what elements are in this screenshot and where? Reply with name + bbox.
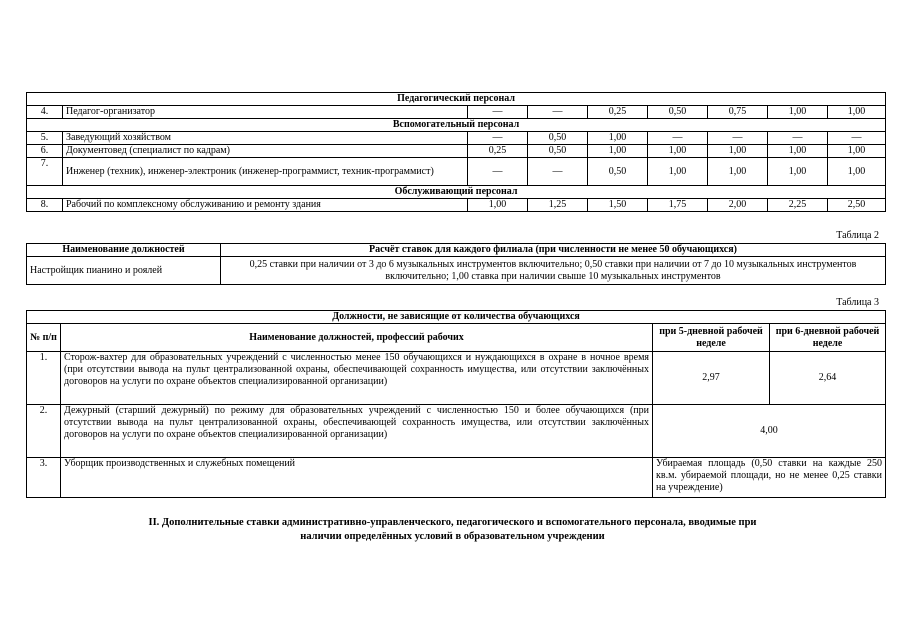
table-row: 5. Заведующий хозяйством — 0,50 1,00 — — — —: [27, 132, 886, 145]
table-row: 1. Сторож-вахтер для образовательных учреждений с численностью менее 150 обучающихся и нуждающихся в охране в ночное время (при отсутствии вывода на пульт централизованной охраны, обеспечивающей сохранность имущества, или отсутствии заключённых договоров на услуги по охране объектов специализированной организации) 2,97 2,64: [27, 352, 886, 405]
table3-title: Должности, не зависящие от количества обучающихся: [27, 311, 886, 324]
table-row: 2. Дежурный (старший дежурный) по режиму для образовательных учреждений с численностью 150 и более обучающихся (при отсутствии вывода на пульт централизованной охраны, обеспечивающей сохранность имущества, или отсутствии заключённых договоров на услуги по охране объектов специализированной организации) 4,00: [27, 405, 886, 458]
table3-caption: Таблица 3: [836, 297, 879, 308]
section-ii-heading: II. Дополнительные ставки административно-управленческого, педагогического и вспомогательного персонала, вводимые при наличии определённых условий в образовательном учреждении: [148, 517, 757, 542]
table-row: 8. Рабочий по комплексному обслуживанию и ремонту здания 1,00 1,25 1,50 1,75 2,00 2,25 2,50: [27, 199, 886, 212]
table-row: 7. Инженер (техник), инженер-электроник (инженер-программист, техник-программист) — — 0,50 1,00 1,00 1,00 1,00: [27, 158, 886, 186]
table-row: 3. Уборщик производственных и служебных помещений Убираемая площадь (0,50 ставки на каждые 250 кв.м. убираемой площади, но не менее 0,25 ставки на учреждение): [27, 458, 886, 498]
header-calc: Расчёт ставок для каждого филиала (при численности не менее 50 обучающихся): [221, 244, 886, 257]
header-6day: при 6-дневной рабочей неделе: [770, 324, 886, 352]
table2-caption: Таблица 2: [836, 230, 879, 241]
tuner-rates-table: [26, 243, 886, 285]
table-row: 4. Педагог-организатор — — 0,25 0,50 0,75 1,00 1,00: [27, 106, 886, 119]
header-num: № п/п: [27, 324, 61, 352]
section-header-pedagogical: Педагогический персонал: [27, 93, 886, 106]
header-5day: при 5-дневной рабочей неделе: [653, 324, 770, 352]
header-name: Наименование должностей, профессий рабочих: [61, 324, 653, 352]
table-row: Настройщик пианино и роялей 0,25 ставки при наличии от 3 до 6 музыкальных инструментов включительно; 0,50 ставки при наличии от 7 до 10 музыкальных инструментов включительно; 1,00 ставка при наличии свыше 10 музыкальных инструментов: [27, 257, 886, 285]
table-row: 6. Документовед (специалист по кадрам) 0,25 0,50 1,00 1,00 1,00 1,00 1,00: [27, 145, 886, 158]
fixed-positions-table: [26, 310, 886, 498]
section-header-support: Вспомогательный персонал: [27, 119, 886, 132]
staff-rates-table: [26, 92, 886, 212]
header-position: Наименование должностей: [27, 244, 221, 257]
section-header-service: Обслуживающий персонал: [27, 186, 886, 199]
